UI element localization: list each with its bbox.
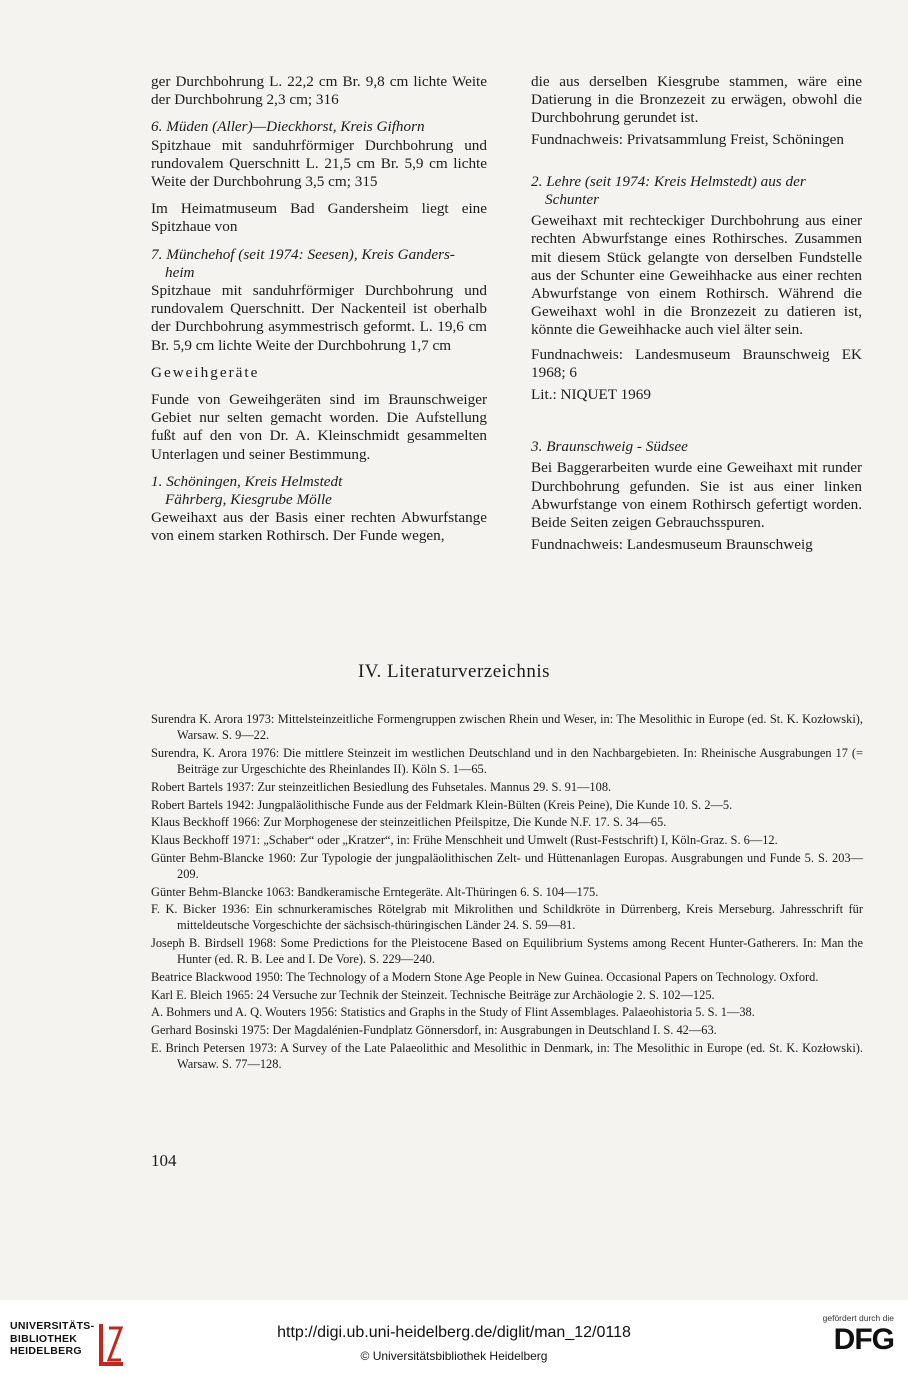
paragraph: Lit.: NIQUET 1969: [531, 386, 651, 404]
left-column: [151, 73, 487, 546]
reference-item: Klaus Beckhoff 1966: Zur Morphogenese der steinzeitlichen Pfeilspitze, Die Kunde N.F. 17. S. 34—65.: [151, 815, 667, 830]
entry-heading: 1. Schöningen, Kreis Helmstedt Fährberg, Kiesgrube Mölle: [151, 472, 343, 509]
reference-item: Günter Behm-Blancke 1063: Bandkeramische Erntegeräte. Alt-Thüringen 6. S. 104—175.: [151, 884, 599, 899]
entry-heading: 3. Braunschweig - Südsee: [531, 438, 688, 456]
reference-item: A. Bohmers und A. Q. Wouters 1956: Statistics and Graphs in the Study of Flint Assemblages. Palaeohistoria 5. S. 1—38.: [151, 1005, 755, 1020]
library-name-line: HEIDELBERG: [10, 1345, 82, 1357]
dfg-logo[interactable]: [808, 1313, 894, 1355]
paragraph: Fundnachweis: Landesmuseum Braunschweig: [531, 536, 813, 554]
subsection-heading: Geweihgeräte: [151, 363, 260, 381]
reference-item: F. K. Bicker 1936: Ein schnurkeramisches Rötelgrab mit Mikrolithen und Schildkröte in Dürrenberg, Kreis Merseburg. Jahresschrift für mitteldeutsche Vorgeschichte der sächsisch-thüringischen Länder 24. S. 59—81.: [151, 902, 863, 933]
right-column: [531, 73, 862, 554]
paragraph: ger Durchbohrung L. 22,2 cm Br. 9,8 cm lichte Weite der Durchbohrung 2,3 cm; 316: [151, 73, 487, 109]
reference-item: Günter Behm-Blancke 1960: Zur Typologie der jungpaläolithischen Zelt- und Hüttenanlagen Europas. Ausgrabungen und Funde 5. S. 203—209.: [151, 850, 863, 881]
reference-item: Klaus Beckhoff 1971: „Schaber“ oder „Kratzer“, in: Frühe Menschheit und Umwelt (Rust-Festschrift) I, Köln-Graz. S. 6—12.: [151, 832, 778, 847]
reference-item: Surendra, K. Arora 1976: Die mittlere Steinzeit im westlichen Deutschland und in den Nachbargebieten. In: Rheinische Ausgrabungen 17 (= Beiträge zur Urgeschichte des Rheinlandes II). Köln S. 1—65.: [151, 745, 863, 777]
entry-heading: 2. Lehre (seit 1974: Kreis Helmstedt) aus der Schunter: [531, 172, 806, 209]
reference-item: Robert Bartels 1942: Jungpaläolithische Funde aus der Feldmark Klein-Bülten (Kreis Peine), Die Kunde 10. S. 2—5.: [151, 797, 733, 812]
reference-item: Surendra K. Arora 1973: Mittelsteinzeitliche Formengruppen zwischen Rhein und Weser, in: The Mesolithic in Europe (ed. St. K. Kozłowski), Warsaw. S. 9—22.: [151, 712, 863, 743]
reference-item: Robert Bartels 1937: Zur steinzeitlichen Besiedlung des Fuhsetales. Mannus 29. S. 91—108.: [151, 779, 612, 794]
paragraph: die aus derselben Kiesgrube stammen, wäre eine Datierung in die Bronzezeit zu erwägen, obwohl die Durchbohrung gerundet ist.: [531, 73, 862, 127]
reference-item: Beatrice Blackwood 1950: The Technology of a Modern Stone Age People in New Guinea. Occasional Papers on Technology. Oxford.: [151, 970, 819, 985]
reference-item: E. Brinch Petersen 1973: A Survey of the Late Palaeolithic and Mesolithic in Denmark, in: The Mesolithic in Europe (ed. St. K. Kozłowski). Warsaw. S. 77—128.: [151, 1040, 863, 1072]
page-number: 104: [151, 1151, 177, 1170]
copyright-notice: © Universitätsbibliothek Heidelberg: [360, 1349, 548, 1363]
paragraph: Fundnachweis: Landesmuseum Braunschweig EK 1968; 6: [531, 345, 862, 381]
paragraph: Geweihaxt aus der Basis einer rechten Abwurfstange von einem starken Rothirsch. Der Funde wegen,: [151, 509, 487, 545]
library-name-line: UNIVERSITÄTS-: [10, 1320, 95, 1332]
section-title: IV. Literaturverzeichnis: [357, 661, 551, 682]
reference-item: Gerhard Bosinski 1975: Der Magdalénien-Fundplatz Gönnersdorf, in: Ausgrabungen in Deutschland I. S. 42—63.: [151, 1023, 717, 1038]
paragraph: Funde von Geweihgeräten sind im Braunschweiger Gebiet nur selten gemacht worden. Die Aufstellung fußt auf den von Dr. A. Kleinschmidt gesammelten Unterlagen und seiner Bestimmung.: [151, 391, 487, 463]
reference-list: [151, 711, 863, 1074]
paragraph: Geweihaxt mit rechteckiger Durchbohrung aus einer rechten Abwurfstange eines Rothirsches. Zusammen mit diesem Stück gelangte von derselben Fundstelle aus der Schunter eine Geweihhacke aus einer rechten Abwurfstange von einem Rothirsch. Während die Geweihaxt wohl in die Bronzezeit zu datieren ist, könnte die Geweihhacke auch viel älter sein.: [531, 212, 862, 339]
permalink-url[interactable]: http://digi.ub.uni-heidelberg.de/diglit/man_12/0118: [277, 1324, 631, 1341]
paragraph: Spitzhaue mit sanduhrförmiger Durchbohrung und rundovalem Querschnitt. Der Nackenteil ist oberhalb der Durchbohrung asymmestrisch geformt. L. 19,6 cm Br. 5,9 cm lichte Weite der Durchbohrung 1,7 cm: [151, 282, 487, 354]
reference-item: Karl E. Bleich 1965: 24 Versuche zur Technik der Steinzeit. Technische Beiträge zur Archäologie 2. S. 102—125.: [151, 987, 715, 1002]
entry-heading: 6. Müden (Aller)—Dieckhorst, Kreis Gifhorn: [151, 118, 425, 136]
paragraph: Im Heimatmuseum Bad Gandersheim liegt eine Spitzhaue von: [151, 200, 487, 236]
paragraph: Spitzhaue mit sanduhrförmiger Durchbohrung und rundovalem Querschnitt L. 21,5 cm Br. 5,9 cm lichte Weite der Durchbohrung 3,5 cm; 315: [151, 136, 487, 191]
paragraph: Fundnachweis: Privatsammlung Freist, Schöningen: [531, 130, 845, 148]
dfg-wordmark: DFG: [833, 1323, 894, 1356]
reference-item: Joseph B. Birdsell 1968: Some Predictions for the Pleistocene Based on Equilibrium Systems among Recent Hunter-Gatherers. In: Man the Hunter (ed. R. B. Lee and I. De Vore). S. 229—240.: [151, 936, 863, 967]
entry-heading: 7. Münchehof (seit 1974: Seesen), Kreis Ganders- heim: [151, 245, 455, 281]
funding-note: gefördert durch die: [822, 1313, 894, 1323]
paragraph: Bei Baggerarbeiten wurde eine Geweihaxt mit runder Durchbohrung gefunden. Sie ist aus einer linken Abwurfstange von einem Rothirsch gefertigt worden. Beide Seiten zeigen Gebrauchsspuren.: [531, 459, 862, 532]
viewer-footer: [0, 1300, 908, 1374]
library-name-line: BIBLIOTHEK: [10, 1332, 78, 1345]
